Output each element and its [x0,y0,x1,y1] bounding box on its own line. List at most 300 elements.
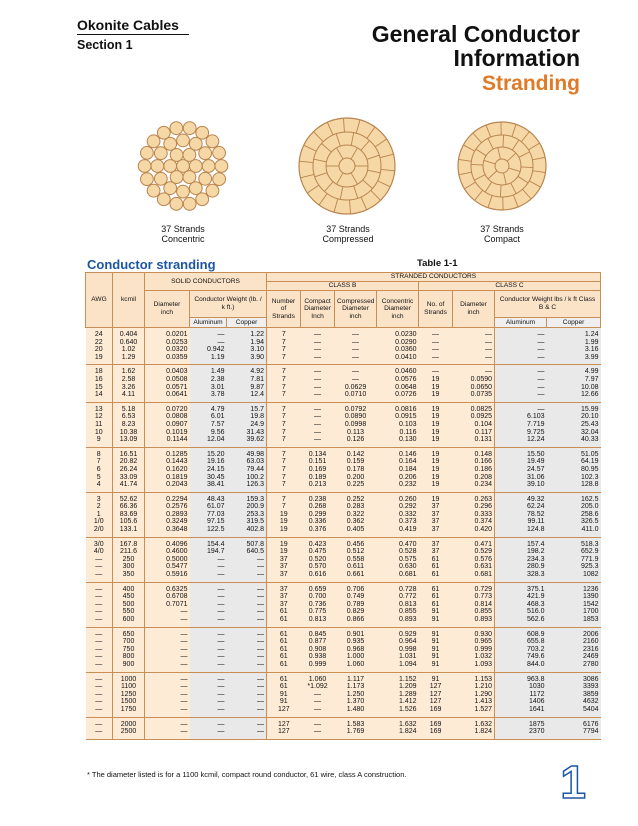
table-cell: 1.22 [227,328,267,339]
table-cell: 0.471 [453,537,495,548]
table-cell: 13.09 [113,436,145,447]
table-cell: 1.413 [453,698,495,706]
table-cell: 7 [267,376,301,384]
table-cell: 0.0641 [145,391,190,402]
table-cell: 0.616 [301,571,335,582]
header-no-strands: No. of Strands [419,291,453,328]
table-row [86,436,601,447]
table-cell: 15.50 [495,447,547,458]
table-cell: 205.0 [547,503,601,511]
table-cell: 0.3648 [145,526,190,537]
table-cell: 7 [267,466,301,474]
table-cell: 1.19 [190,354,227,365]
table-cell: — [301,717,335,728]
table-cell: 0.0403 [145,365,190,376]
table-cell: 1.24 [547,328,601,339]
table-row [86,571,601,582]
header-compact-diameter: Compact Diameter Inch [301,291,335,328]
table-cell: 400 [113,582,145,593]
table-cell: — [190,698,227,706]
page-title [372,22,580,97]
table-cell: 52.62 [113,492,145,503]
table-cell: — [145,608,190,616]
table-cell: 0.104 [453,421,495,429]
strand-circle [138,160,151,173]
table-cell: 154.4 [190,537,227,548]
table-cell: 2500 [113,728,145,739]
table-cell: 1.412 [377,698,419,706]
table-cell: 0.238 [301,492,335,503]
header-aluminum-c: Aluminum [495,318,547,328]
table-cell: 749.6 [495,653,547,661]
table-cell: 12 [86,413,113,421]
table-cell: 250 [113,556,145,564]
table-cell: — [227,638,267,646]
table-cell: 7.97 [547,376,601,384]
table-cell: 0.908 [301,646,335,654]
table-cell: — [419,339,453,347]
table-cell: 33.09 [113,474,145,482]
table-cell: — [301,346,335,354]
table-cell: 0.845 [301,627,335,638]
table-cell: 61 [419,571,453,582]
table-cell: — [227,653,267,661]
table-cell: 0.0720 [145,402,190,413]
table-cell: 157.4 [495,537,547,548]
strand-circle [339,158,355,174]
table-cell: 61 [419,601,453,609]
table-cell: 0.0890 [335,413,377,421]
table-cell: 0.700 [301,593,335,601]
table-cell: 1000 [113,672,145,683]
table-cell: 500 [113,601,145,609]
table-cell: — [190,328,227,339]
table-cell: — [145,661,190,672]
table-cell: 0.0359 [145,354,190,365]
table-cell: — [190,672,227,683]
table-cell: 0.7071 [145,601,190,609]
section-title: Conductor stranding [87,257,216,272]
table-cell: 4632 [547,698,601,706]
table-cell: 0.901 [335,627,377,638]
table-cell: 0.930 [453,627,495,638]
table-cell: 37 [267,593,301,601]
table-cell: 77.03 [190,511,227,519]
table-cell: 0.225 [335,481,377,492]
table-cell: 0.575 [377,556,419,564]
table-cell: 127 [267,706,301,717]
table-cell: 37 [419,537,453,548]
header-class-b: CLASS B [267,282,419,291]
table-cell: — [145,672,190,683]
table-cell: — [227,601,267,609]
table-cell: 1172 [495,691,547,699]
table-cell: 800 [113,653,145,661]
table-cell: 2469 [547,653,601,661]
strand-circle [206,135,219,148]
table-cell: 0.999 [453,646,495,654]
table-cell: 19 [419,447,453,458]
table-cell: — [190,653,227,661]
table-cell: 19 [267,511,301,519]
table-cell: 1.29 [113,354,145,365]
table-cell: 7.81 [227,376,267,384]
table-cell: 0.1019 [145,429,190,437]
table-row [86,328,601,339]
table-cell: 91 [419,672,453,683]
table-cell: — [495,339,547,347]
table-cell: — [86,582,113,593]
table-cell: 6.103 [495,413,547,421]
table-cell: 1.62 [113,365,145,376]
table-cell: 1.032 [453,653,495,661]
table-cell: 12.24 [495,436,547,447]
title-line-1: General Conductor [371,21,580,47]
table-cell: 0.373 [377,518,419,526]
table-cell: 0.420 [453,526,495,537]
table-cell: 0.336 [301,518,335,526]
table-cell: 1.480 [335,706,377,717]
table-cell: 0.374 [453,518,495,526]
table-cell: 2000 [113,717,145,728]
table-cell: 0.576 [453,556,495,564]
table-cell: 7 [267,474,301,482]
table-cell: 1.824 [377,728,419,739]
table-cell: — [495,391,547,402]
table-cell: 3/0 [86,537,113,548]
table-cell: 1.632 [453,717,495,728]
table-cell: 1750 [113,706,145,717]
table-cell: 83.69 [113,511,145,519]
table-cell: 2780 [547,661,601,672]
row-group [86,365,601,402]
table-cell: — [453,365,495,376]
table-cell: 1.49 [190,365,227,376]
table-cell: 0.126 [335,436,377,447]
table-cell: 844.0 [495,661,547,672]
table-cell: — [86,601,113,609]
table-cell: 1030 [495,683,547,691]
table-cell: — [301,402,335,413]
table-cell: 162.5 [547,492,601,503]
table-cell: 0.5477 [145,563,190,571]
table-cell: 61 [267,661,301,672]
table-cell: 126.3 [227,481,267,492]
table-cell: 0.0201 [145,328,190,339]
table-cell: 4.99 [547,365,601,376]
strand-circle [151,160,164,173]
row-group [86,492,601,537]
table-cell: — [145,728,190,739]
table-cell: 1.000 [335,653,377,661]
row-group [86,672,601,717]
table-cell: — [86,672,113,683]
table-cell: 1.824 [453,728,495,739]
table-cell: 0.929 [377,627,419,638]
table-cell: 15.20 [190,447,227,458]
table-cell: 7 [267,421,301,429]
table-cell: — [86,653,113,661]
table-cell: 61 [267,672,301,683]
table-row [86,384,601,392]
table-cell: 0.151 [301,458,335,466]
table-cell: 0.1144 [145,436,190,447]
table-cell: 0.146 [377,447,419,458]
table-cell: 7 [267,436,301,447]
table-cell: 300 [113,563,145,571]
table-cell: 0.0726 [377,391,419,402]
table-cell: 19 [267,526,301,537]
table-cell: 0.630 [377,563,419,571]
table-cell: — [495,346,547,354]
strand-circle [183,122,196,135]
header-stranded: STRANDED CONDUCTORS [267,273,601,282]
table-cell: 7 [267,481,301,492]
table-cell: 19 [419,391,453,402]
table-cell: 16 [86,376,113,384]
table-row [86,458,601,466]
strand-circle [196,126,209,139]
table-cell: — [495,376,547,384]
table-cell: 0.877 [301,638,335,646]
table-cell: — [301,698,335,706]
table-cell: 16.51 [113,447,145,458]
table-cell: — [227,616,267,627]
table-row [86,608,601,616]
table-cell: 0.661 [335,571,377,582]
table-row [86,474,601,482]
table-cell: 0.184 [377,466,419,474]
table-cell: 0.292 [377,503,419,511]
table-cell: 1.290 [453,691,495,699]
table-cell: 0.0792 [335,402,377,413]
table-cell: 37 [419,518,453,526]
table-cell: 0.520 [301,556,335,564]
table-cell: 1390 [547,593,601,601]
table-cell: 1 [86,511,113,519]
table-cell: 0.706 [335,582,377,593]
table-cell: 48.43 [190,492,227,503]
table-cell: — [227,646,267,654]
table-cell: 19 [419,492,453,503]
strand-circle [170,197,183,210]
table-row [86,728,601,739]
table-cell: 4.92 [227,365,267,376]
header-diameter-c: Diameter inch [453,291,495,328]
table-cell: 1.527 [453,706,495,717]
table-cell: 15 [86,384,113,392]
table-cell: 124.8 [495,526,547,537]
strand-circle [206,184,219,197]
table-cell: 0.681 [377,571,419,582]
table-cell: 20.82 [113,458,145,466]
table-row [86,511,601,519]
table-cell: 3.26 [113,384,145,392]
table-cell: 3.78 [190,391,227,402]
table-cell: 0.570 [301,563,335,571]
table-cell: 1.173 [335,683,377,691]
table-cell: 0.232 [377,481,419,492]
table-cell: — [190,571,227,582]
table-cell: 0.475 [301,548,335,556]
table-cell: — [301,391,335,402]
table-cell: 5.18 [113,402,145,413]
table-cell: 0.528 [377,548,419,556]
header-solid: SOLID CONDUCTORS [145,273,267,291]
table-cell: — [453,346,495,354]
table-cell: 99.11 [495,518,547,526]
table-cell: 61 [419,593,453,601]
table-cell: 1641 [495,706,547,717]
table-cell: 1100 [113,683,145,691]
table-cell: 1.526 [377,706,419,717]
table-cell: 79.44 [227,466,267,474]
table-cell: 24.57 [495,466,547,474]
table-cell: 0.117 [453,429,495,437]
table-cell: 10 [86,429,113,437]
table-cell: 0.942 [190,346,227,354]
table-cell: — [301,384,335,392]
table-cell: 0.4096 [145,537,190,548]
table-cell: 468.3 [495,601,547,609]
table-cell: 280.9 [495,563,547,571]
table-cell: 0.893 [453,616,495,627]
table-cell: — [453,354,495,365]
table-cell: 0.0320 [145,346,190,354]
table-cell: 0.773 [453,593,495,601]
table-cell: — [190,627,227,638]
table-cell: 0.0648 [377,384,419,392]
table-cell: 167.8 [113,537,145,548]
table-cell: 0.0710 [335,391,377,402]
table-cell: 19 [267,518,301,526]
table-cell: — [86,717,113,728]
strand-circle [196,193,209,206]
table-cell: 24 [86,328,113,339]
table-cell: — [419,354,453,365]
table-cell: 326.5 [547,518,601,526]
table-cell: 127 [419,698,453,706]
table-cell: 19.8 [227,413,267,421]
table-cell: 91 [419,661,453,672]
table-row [86,638,601,646]
table-cell: 0.893 [377,616,419,627]
strand-circle [213,173,226,186]
table-cell: 1542 [547,601,601,609]
table-cell: 62.24 [495,503,547,511]
table-cell: 7.57 [190,421,227,429]
table-cell: 0.189 [301,474,335,482]
table-cell: — [495,354,547,365]
table-cell: 2.38 [190,376,227,384]
table-cell: 5 [86,474,113,482]
table-cell: 1.093 [453,661,495,672]
header-number-strands: Number of Strands [267,291,301,328]
table-cell: — [145,683,190,691]
header-aluminum: Aluminum [190,318,227,328]
table-cell: 0.1443 [145,458,190,466]
strand-circle [154,147,167,160]
table-cell: 0.813 [377,601,419,609]
table-cell: 562.6 [495,616,547,627]
table-cell: 1.370 [335,698,377,706]
table-row [86,354,601,365]
table-cell: 61 [267,646,301,654]
table-cell: — [227,683,267,691]
table-cell: 7 [267,384,301,392]
table-cell: 0.0576 [377,376,419,384]
table-cell: 3.10 [227,346,267,354]
table-cell: 31.06 [495,474,547,482]
table-cell: 1250 [113,691,145,699]
strand-circle [215,160,228,173]
table-cell: 91 [419,616,453,627]
table-row [86,548,601,556]
table-cell: 127 [419,691,453,699]
strand-circle [177,185,190,198]
table-cell: 0.2294 [145,492,190,503]
table-cell: 0.6325 [145,582,190,593]
table-cell: 97.15 [190,518,227,526]
table-cell: — [190,661,227,672]
table-cell: 127 [267,728,301,739]
strand-circle [183,197,196,210]
table-cell: 19 [419,466,453,474]
table-cell: 0.0998 [335,421,377,429]
table-row [86,447,601,458]
table-cell: 0.148 [453,447,495,458]
table-cell: 20.10 [547,413,601,421]
table-cell: 40.33 [547,436,601,447]
table-cell: 6176 [547,717,601,728]
table-cell: 0.470 [377,537,419,548]
table-cell: — [190,593,227,601]
table-cell: 19 [419,458,453,466]
table-cell: 0.2043 [145,481,190,492]
table-cell: — [145,717,190,728]
table-cell: — [190,683,227,691]
table-cell: 1/0 [86,518,113,526]
table-cell: 1.031 [377,653,419,661]
table-cell: 1700 [547,608,601,616]
brand-name: Okonite Cables [77,17,189,35]
table-cell: 61.07 [190,503,227,511]
table-cell: — [190,556,227,564]
table-cell: 1.209 [377,683,419,691]
table-cell: 12.66 [547,391,601,402]
table-cell: 328.3 [495,571,547,582]
table-cell: 0.213 [301,481,335,492]
table-cell: 0.968 [335,646,377,654]
table-cell: — [190,646,227,654]
row-group [86,402,601,447]
table-cell: 8 [86,447,113,458]
table-cell: — [190,616,227,627]
table-cell: 0.0915 [377,413,419,421]
table-cell: 3 [86,492,113,503]
table-cell: 30.45 [190,474,227,482]
table-row [86,698,601,706]
table-cell: 7 [267,503,301,511]
table-cell: 39.62 [227,436,267,447]
table-cell: — [86,638,113,646]
row-group [86,537,601,582]
table-cell: 1.060 [301,672,335,683]
table-row [86,661,601,672]
table-cell: — [190,706,227,717]
table-label: Table 1-1 [417,258,458,269]
table-cell: 37 [267,571,301,582]
